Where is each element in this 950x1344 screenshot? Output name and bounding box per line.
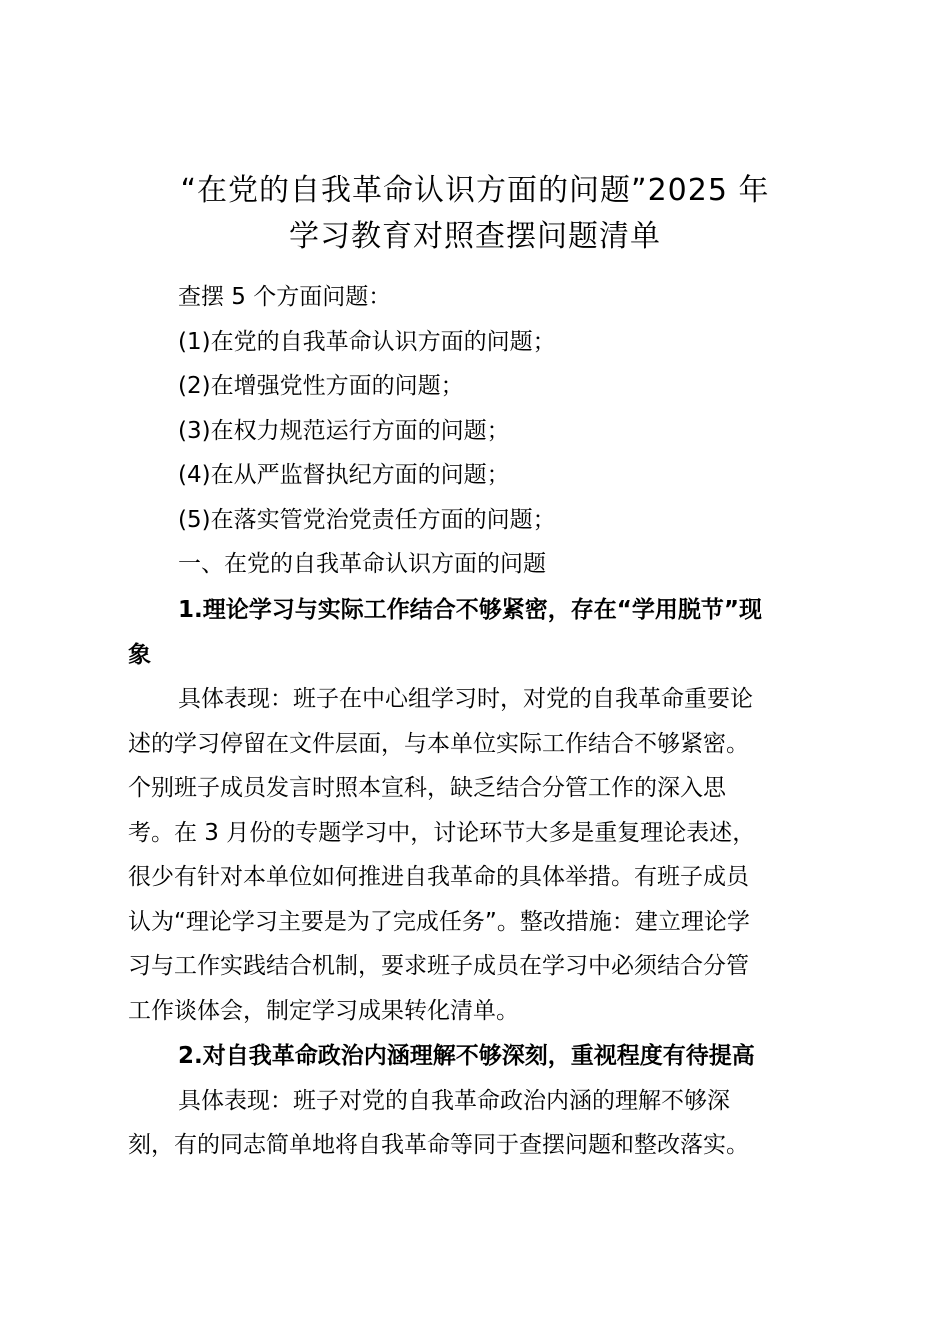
paragraph-line: 很少有针对本单位如何推进自我革命的具体举措。有班子成员 — [128, 864, 749, 890]
point-1-heading: 1.理论学习与实际工作结合不够紧密，存在“学用脱节”现 — [178, 597, 762, 623]
document-title — [120, 168, 830, 260]
title-line-2: 学习教育对照查摆问题清单 — [289, 219, 661, 254]
paragraph-line: 个别班子成员发言时照本宣科，缺乏结合分管工作的深入思 — [128, 775, 726, 801]
paragraph-line: 习与工作实践结合机制，要求班子成员在学习中必须结合分管 — [128, 953, 749, 979]
list-item: (3)在权力规范运行方面的问题； — [178, 418, 510, 444]
section-heading: 一、在党的自我革命认识方面的问题 — [178, 551, 546, 577]
list-item: (4)在从严监督执纪方面的问题； — [178, 462, 510, 488]
paragraph-line: 考。在 3 月份的专题学习中，讨论环节大多是重复理论表述， — [128, 820, 756, 846]
paragraph-line: 述的学习停留在文件层面，与本单位实际工作结合不够紧密。 — [128, 731, 749, 757]
list-item: (2)在增强党性方面的问题； — [178, 373, 464, 399]
point-1-heading-continued: 象 — [128, 642, 151, 668]
paragraph-line: 具体表现：班子对党的自我革命政治内涵的理解不够深 — [178, 1088, 730, 1114]
list-item: (5)在落实管党治党责任方面的问题； — [178, 507, 556, 533]
paragraph-line: 刻，有的同志简单地将自我革命等同于查摆问题和整改落实。 — [128, 1132, 749, 1158]
paragraph-line: 工作谈体会，制定学习成果转化清单。 — [128, 998, 519, 1024]
point-2-heading: 2.对自我革命政治内涵理解不够深刻，重视程度有待提高 — [178, 1043, 755, 1069]
paragraph-line: 认为“理论学习主要是为了完成任务”。整改措施：建立理论学 — [128, 909, 750, 935]
list-item: (1)在党的自我革命认识方面的问题； — [178, 329, 556, 355]
intro-text: 查摆 5 个方面问题： — [178, 284, 392, 310]
paragraph-line: 具体表现：班子在中心组学习时，对党的自我革命重要论 — [178, 686, 753, 712]
title-line-1: “在党的自我革命认识方面的问题”2025 年 — [180, 173, 770, 208]
